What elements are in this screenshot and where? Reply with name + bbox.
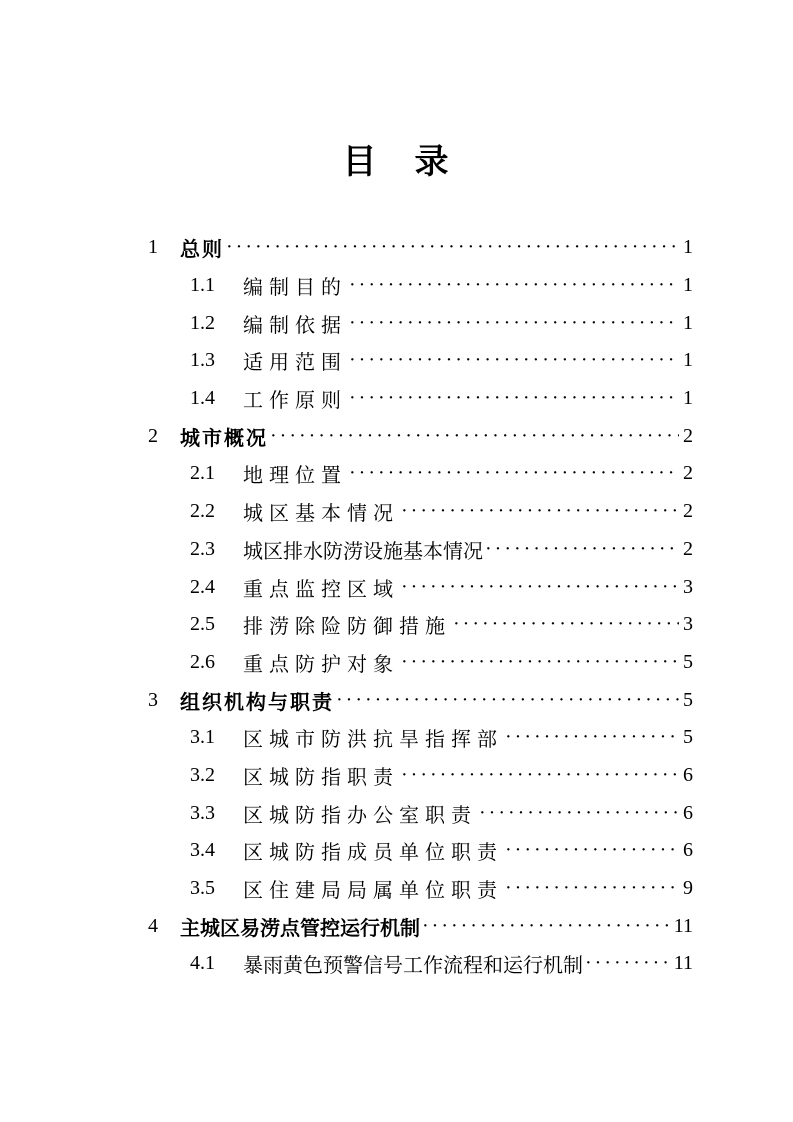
entry-number: 3.3 [190, 801, 215, 824]
entry-title: 重点防护对象 [243, 653, 399, 676]
toc-sub-entry [148, 531, 693, 569]
dot-leader [422, 907, 673, 945]
dot-leader [505, 870, 679, 908]
entry-page-number: 6 [683, 801, 693, 824]
entry-title: 工作原则 [243, 390, 347, 413]
entry-number: 1 [148, 236, 158, 259]
dot-leader [349, 304, 679, 342]
entry-title: 暴雨黄色预警信号工作流程和运行机制 [243, 955, 583, 978]
dot-leader [505, 719, 679, 757]
dot-leader [485, 531, 679, 569]
toc-sub-entry [148, 568, 693, 606]
toc-chapter-entry [148, 907, 693, 945]
entry-number: 2.5 [190, 613, 215, 636]
entry-page-number: 6 [683, 839, 693, 862]
toc-sub-entry [148, 870, 693, 908]
entry-number: 1.4 [190, 387, 215, 410]
toc-sub-entry [148, 794, 693, 832]
entry-page-number: 3 [683, 575, 693, 598]
entry-number: 4.1 [190, 952, 215, 975]
dot-leader [226, 229, 679, 267]
entry-page-number: 1 [683, 274, 693, 297]
entry-page-number: 11 [673, 914, 693, 937]
entry-page-number: 5 [683, 726, 693, 749]
entry-page-number: 1 [683, 236, 693, 259]
entry-title: 主城区易涝点管控运行机制 [180, 917, 420, 940]
entry-number: 3.2 [190, 763, 215, 786]
entry-title: 城区基本情况 [243, 503, 399, 526]
entry-number: 3 [148, 688, 158, 711]
entry-page-number: 11 [673, 952, 693, 975]
dot-leader [349, 455, 679, 493]
entry-number: 2.2 [190, 500, 215, 523]
toc-sub-entry [148, 267, 693, 305]
dot-leader [336, 681, 679, 719]
entry-number: 3.5 [190, 877, 215, 900]
toc-sub-entry [148, 945, 693, 983]
entry-title: 编制依据 [243, 314, 347, 337]
entry-number: 1.1 [190, 274, 215, 297]
entry-page-number: 2 [683, 424, 693, 447]
toc-sub-entry [148, 455, 693, 493]
entry-title: 组织机构与职责 [180, 691, 334, 714]
entry-page-number: 5 [683, 688, 693, 711]
toc-sub-entry [148, 606, 693, 644]
entry-title: 排涝除险防御措施 [243, 616, 451, 639]
entry-page-number: 2 [683, 462, 693, 485]
entry-title: 区住建局局属单位职责 [243, 880, 503, 903]
entry-page-number: 6 [683, 763, 693, 786]
entry-number: 4 [148, 914, 158, 937]
entry-number: 2.4 [190, 575, 215, 598]
toc-chapter-entry [148, 229, 693, 267]
entry-page-number: 9 [683, 877, 693, 900]
entry-number: 3.4 [190, 839, 215, 862]
entry-page-number: 2 [683, 537, 693, 560]
entry-title: 城市概况 [180, 427, 268, 450]
entry-number: 1.2 [190, 311, 215, 334]
entry-page-number: 1 [683, 349, 693, 372]
toc-sub-entry [148, 719, 693, 757]
dot-leader [401, 493, 679, 531]
entry-page-number: 2 [683, 500, 693, 523]
entry-number: 2.6 [190, 650, 215, 673]
dot-leader [401, 644, 679, 682]
toc-sub-entry [148, 342, 693, 380]
entry-page-number: 1 [683, 387, 693, 410]
entry-title: 区城防指职责 [243, 766, 399, 789]
entry-title: 重点监控区域 [243, 578, 399, 601]
toc-sub-entry [148, 644, 693, 682]
entry-number: 1.3 [190, 349, 215, 372]
entry-title: 区城防指办公室职责 [243, 804, 477, 827]
entry-title: 总则 [180, 239, 224, 262]
entry-title: 城区排水防涝设施基本情况 [243, 540, 483, 563]
entry-title: 地理位置 [243, 465, 347, 488]
toc-chapter-entry [148, 681, 693, 719]
entry-page-number: 1 [683, 311, 693, 334]
toc-sub-entry [148, 380, 693, 418]
entry-page-number: 5 [683, 650, 693, 673]
entry-number: 3.1 [190, 726, 215, 749]
entry-number: 2 [148, 424, 158, 447]
dot-leader [505, 832, 679, 870]
toc-sub-entry [148, 757, 693, 795]
entry-title: 适用范围 [243, 352, 347, 375]
toc-sub-entry [148, 832, 693, 870]
dot-leader [585, 945, 673, 983]
dot-leader [349, 342, 679, 380]
dot-leader [270, 417, 679, 455]
entry-number: 2.1 [190, 462, 215, 485]
entry-number: 2.3 [190, 537, 215, 560]
dot-leader [349, 267, 679, 305]
entry-page-number: 3 [683, 613, 693, 636]
toc-list [148, 229, 693, 983]
toc-sub-entry [148, 304, 693, 342]
page-title: 目 录 [342, 144, 451, 181]
dot-leader [453, 606, 679, 644]
dot-leader [479, 794, 679, 832]
entry-title: 区城市防洪抗旱指挥部 [243, 729, 503, 752]
dot-leader [401, 757, 679, 795]
toc-chapter-entry [148, 417, 693, 455]
dot-leader [349, 380, 679, 418]
entry-title: 区城防指成员单位职责 [243, 842, 503, 865]
entry-title: 编制目的 [243, 277, 347, 300]
toc-sub-entry [148, 493, 693, 531]
dot-leader [401, 568, 679, 606]
